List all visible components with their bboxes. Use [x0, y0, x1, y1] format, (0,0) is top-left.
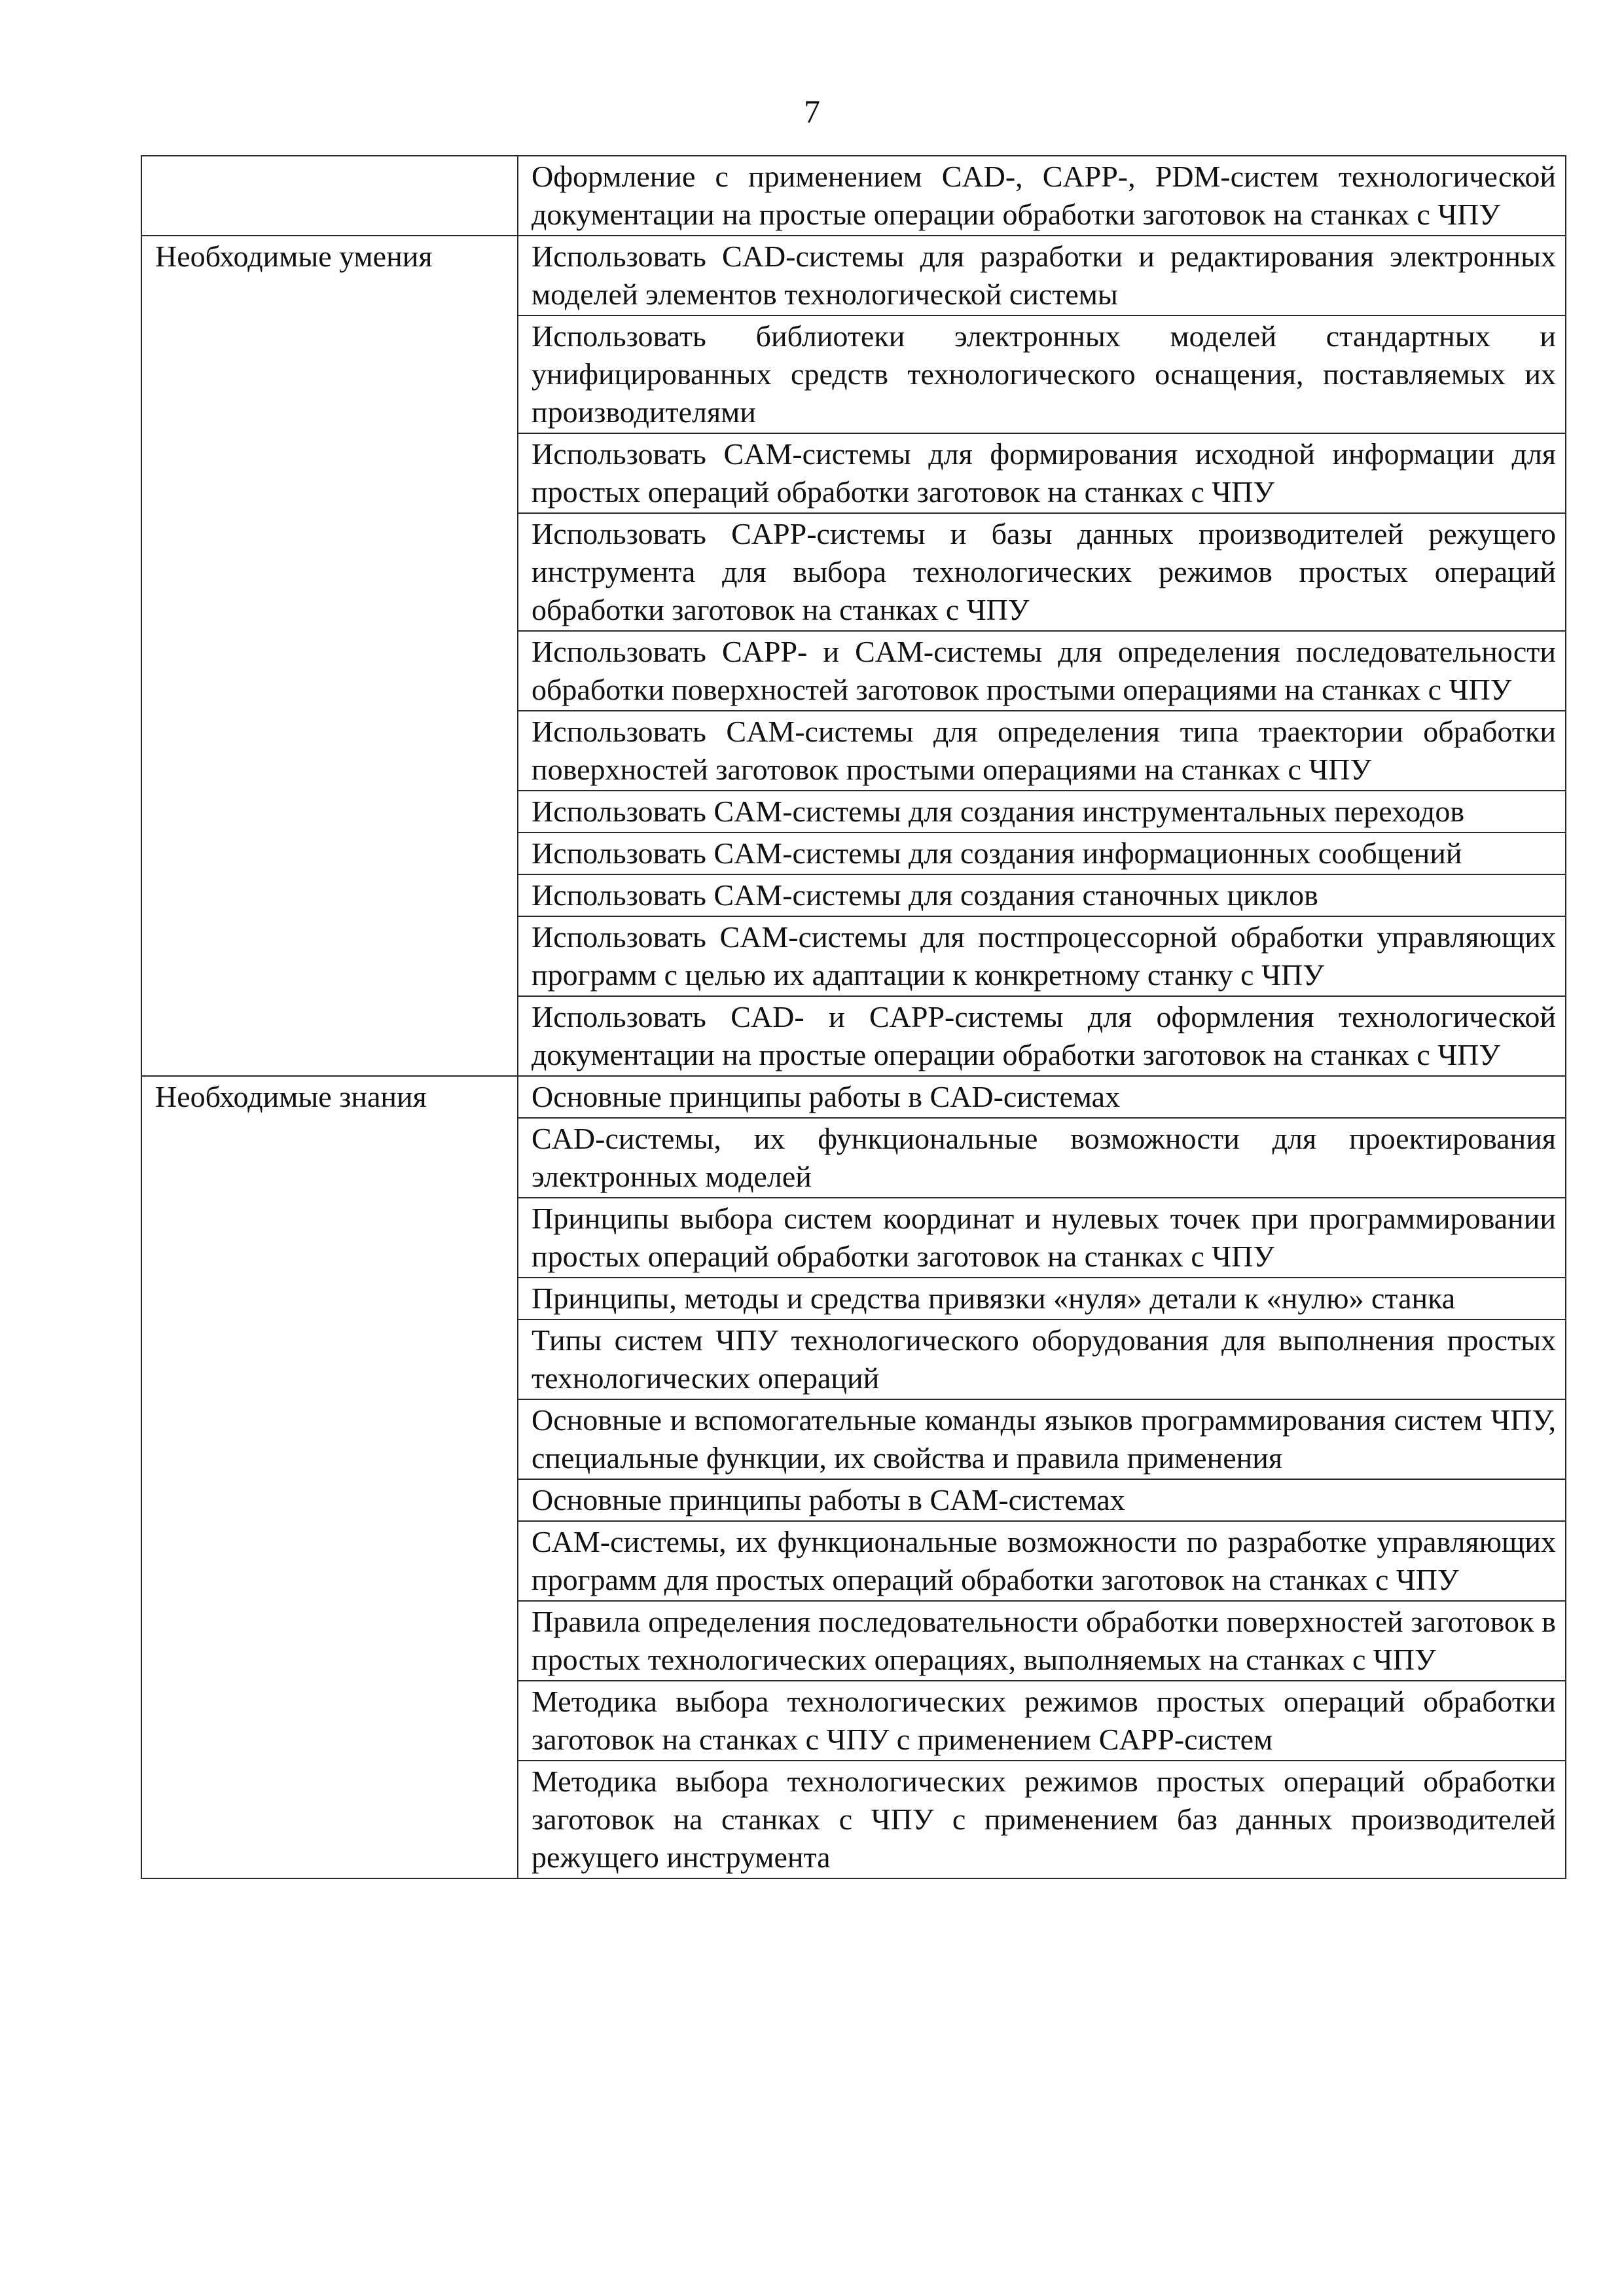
row-text: Правила определения последовательности обработки поверхностей заготовок в простых технологических операциях, выполняемых на станках с ЧПУ [518, 1601, 1566, 1681]
page-number: 7 [804, 93, 820, 130]
section-label-knowledge: Необходимые знания [141, 1076, 518, 1878]
table-row [141, 156, 1566, 236]
row-text: Типы систем ЧПУ технологического оборудования для выполнения простых технологических операций [518, 1319, 1566, 1399]
row-text: Использовать CAM-системы для определения типа траектории обработки поверхностей заготовок простыми операциями на станках с ЧПУ [518, 711, 1566, 791]
row-text: Использовать CAPP- и CAM-системы для определения последовательности обработки поверхностей заготовок простыми операциями на станках с ЧПУ [518, 631, 1566, 711]
row-text: Методика выбора технологических режимов простых операций обработки заготовок на станках с ЧПУ с применением баз данных производителей режущего инструмента [518, 1761, 1566, 1878]
row-text: Оформление с применением CAD-, CAPP-, PDM-систем технологической документации на простые операции обработки заготовок на станках с ЧПУ [518, 156, 1566, 236]
row-text: CAM-системы, их функциональные возможности по разработке управляющих программ для простых операций обработки заготовок на станках с ЧПУ [518, 1521, 1566, 1601]
row-text: Методика выбора технологических режимов простых операций обработки заготовок на станках с ЧПУ с применением CAPP-систем [518, 1681, 1566, 1761]
requirements-table [141, 155, 1566, 1879]
row-text: Принципы, методы и средства привязки «нуля» детали к «нулю» станка [518, 1278, 1566, 1319]
section-label-skills: Необходимые умения [141, 236, 518, 1076]
row-text: Использовать CAM-системы для создания инструментальных переходов [518, 791, 1566, 833]
row-text: CAD-системы, их функциональные возможности для проектирования электронных моделей [518, 1118, 1566, 1198]
row-text: Использовать CAM-системы для постпроцессорной обработки управляющих программ с целью их адаптации к конкретному станку с ЧПУ [518, 916, 1566, 996]
row-text: Использовать CAPP-системы и базы данных производителей режущего инструмента для выбора технологических режимов простых операций обработки заготовок на станках с ЧПУ [518, 513, 1566, 631]
row-text: Использовать CAM-системы для создания информационных сообщений [518, 833, 1566, 874]
row-text: Основные и вспомогательные команды языков программирования систем ЧПУ, специальные функции, их свойства и правила применения [518, 1399, 1566, 1479]
table-row [141, 1076, 1566, 1118]
row-text: Использовать CAD-системы для разработки и редактирования электронных моделей элементов технологической системы [518, 236, 1566, 315]
row-text: Использовать библиотеки электронных моделей стандартных и унифицированных средств технологического оснащения, поставляемых их производителями [518, 315, 1566, 433]
row-text: Основные принципы работы в CAM-системах [518, 1479, 1566, 1521]
row-text: Основные принципы работы в CAD-системах [518, 1076, 1566, 1118]
row-text: Принципы выбора систем координат и нулевых точек при программировании простых операций обработки заготовок на станках с ЧПУ [518, 1198, 1566, 1278]
row-text: Использовать CAM-системы для формирования исходной информации для простых операций обработки заготовок на станках с ЧПУ [518, 433, 1566, 513]
row-text: Использовать CAM-системы для создания станочных циклов [518, 874, 1566, 916]
row-text: Использовать CAD- и CAPP-системы для оформления технологической документации на простые операции обработки заготовок на станках с ЧПУ [518, 996, 1566, 1076]
row-label-empty [141, 156, 518, 236]
table-row [141, 236, 1566, 315]
